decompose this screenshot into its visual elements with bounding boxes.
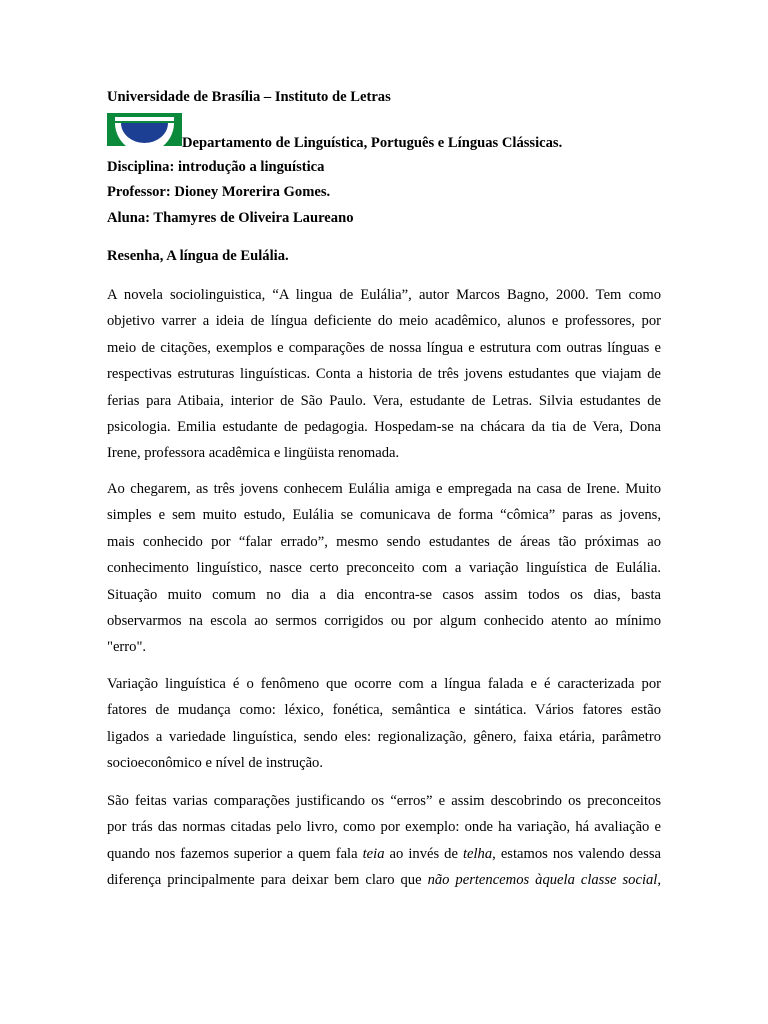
text-run: , estamos nos valendo dessa (492, 845, 661, 862)
paragraph-line: Variação linguística é o fenômeno que ocorre com a língua falada e é caracterizada por (107, 676, 661, 692)
paragraph-line: meio de citações, exemplos e comparações de nossa língua e estrutura com outras línguas e (107, 339, 661, 356)
paragraph-line: fatores de mudança como: léxico, fonética, semântica e sintática. Vários fatores estão (107, 702, 661, 719)
italic-word: telha (462, 845, 493, 862)
paragraph-line: São feitas varias comparações justificando os “erros” e assim descobrindo os preconceitos (107, 793, 661, 809)
paragraph-line-mixed (107, 841, 661, 867)
professor-heading: Professor: Dioney Morerira Gomes. (107, 184, 331, 200)
paragraph-line: Ao chegarem, as três jovens conhecem Eulália amiga e empregada na casa de Irene. Muito (107, 481, 661, 497)
paragraph-line: Situação muito comum no dia a dia encontra-se casos assim todos os dias, basta (107, 586, 661, 603)
paragraph-line: observarmos na escola ao sermos corrigidos ou por algum conhecido atento ao mínimo (107, 612, 661, 629)
paragraph-1 (107, 282, 661, 467)
text-run: diferença principalmente para deixar bem claro que (107, 872, 428, 889)
course-heading: Disciplina: introdução a linguística (107, 159, 325, 175)
text-run: ao invés de (384, 845, 463, 862)
department-heading: Departamento de Linguística, Português e Línguas Clássicas. (182, 135, 563, 151)
paragraph-line: ligados a variedade linguística, sendo eles: regionalização, gênero, faixa etária, parâmetro (107, 728, 661, 745)
text-run: quando nos fazemos superior a quem fala (107, 845, 363, 862)
paragraph-line: "erro". (107, 639, 147, 656)
paragraph-line: conhecimento linguístico, nasce certo preconceito com a variação linguística de Eulália. (107, 560, 661, 577)
paragraph-line: ferias para Atibaia, interior de São Paulo. Vera, estudante de Letras. Silvia estudantes de (107, 392, 661, 409)
paragraph-4 (107, 788, 661, 894)
paragraph-line: por trás das normas citadas pelo livro, como por exemplo: onde ha variação, há avaliação e (107, 819, 661, 836)
paragraph-line: respectivas estruturas linguísticas. Conta a historia de três jovens estudantes que viajam de (107, 366, 661, 383)
review-title: Resenha, A língua de Eulália. (107, 248, 289, 264)
paragraph-line: psicologia. Emilia estudante de pedagogia. Hospedam-se na chácara da tia de Vera, Dona (107, 418, 661, 435)
paragraph-line: A novela sociolinguistica, “A lingua de Eulália”, autor Marcos Bagno, 2000. Tem como (107, 287, 661, 303)
paragraph-line: Irene, professora acadêmica e lingüista renomada. (107, 445, 400, 462)
italic-word: teia (362, 845, 385, 862)
paragraph-line: mais conhecido por “falar errado”, mesmo sendo estudantes de áreas tão próximas ao (107, 533, 661, 550)
paragraph-line: objetivo varrer a ideia de língua deficiente do meio acadêmico, alunos e professores, por (107, 313, 661, 330)
paragraph-line: simples e sem muito estudo, Eulália se comunicava de forma “cômica” paras as jovens, (107, 507, 661, 524)
unb-logo (107, 113, 182, 146)
paragraph-2 (107, 476, 661, 661)
italic-phrase: não pertencemos àquela classe social, (427, 872, 661, 889)
paragraph-line-mixed (107, 867, 661, 893)
university-heading: Universidade de Brasília – Instituto de Letras (107, 89, 391, 105)
paragraph-3 (107, 671, 661, 777)
unb-logo-icon (107, 113, 182, 146)
paragraph-line: socioeconômico e nível de instrução. (107, 755, 323, 772)
student-heading: Aluna: Thamyres de Oliveira Laureano (107, 210, 354, 226)
